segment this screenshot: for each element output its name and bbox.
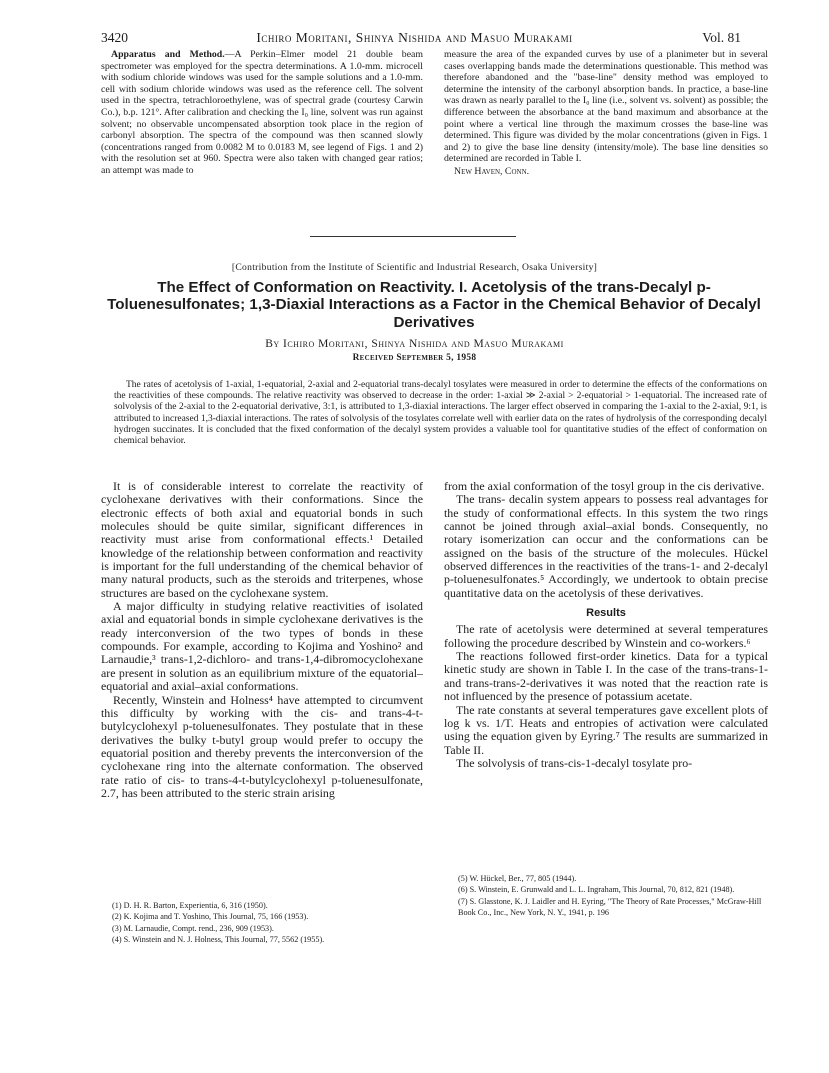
footnote: (3) M. Larnaudie, Compt. rend., 236, 909 (1953). xyxy=(112,923,274,933)
abstract xyxy=(114,380,767,447)
body-right-column xyxy=(444,480,768,770)
footnote: (5) W. Hückel, Ber., 77, 805 (1944). xyxy=(458,874,577,883)
apparatus-text: —A Perkin–Elmer model 21 double beam spectrometer was employed for the spectra determinations. A 1.0-mm. microcell with sodium chloride windows was used for the sample solutions and a 1.0-mm. cell with sodium chloride windows was used as the reference cell. The solvent used in the spectra, tetrachloroethylene, was of spectral grade (courtesy Carwin Co.), b.p. 121°. After calibration and checking the I₀ line, solvent was run against solvent; no observable uncompensated absorption took place in the region of carbonyl absorption. The spectra of the compound was then scanned slowly (concentrations ranged from 0.0082 M to 0.0183 M, see legend of Figs. 1 and 2) with the resolution set at 960. Spectra were also taken with changed gear ratios; an attempt was made to xyxy=(101,49,424,176)
section-heading-apparatus: Apparatus and Method. xyxy=(111,49,225,60)
body-paragraph: Recently, Winstein and Holness⁴ have attempted to circumvent this difficulty by working with the cis- and trans-4-t-butylcyclohexyl p-toluenesulfonates. They postulate that in these derivatives the bulky t-butyl group would prefer to occupy the equatorial position and thereby prevents the interconversion of the cyclohexane ring into the alternate conformation. The observed rate ratio of cis- to trans-4-t-butylcyclohexyl p-toluenesulfonate, 2.7, has been attributed to the steric strain arising xyxy=(101,692,423,800)
article-title: The Effect of Conformation on Reactivity. I. Acetolysis of the trans-Decalyl p-Toluenesulfonates; 1,3-Diaxial Interactions as a Factor in the Chemical Behavior of Decalyl Derivatives xyxy=(107,279,761,331)
abstract-text: The rates of acetolysis of 1-axial, 1-equatorial, 2-axial and 2-equatorial trans-decalyl tosylates were measured in order to determine the effects of the conformations on the reactivities of these compounds. The relative reactivity was observed to decrease in the order: 1-axial ≫ 2-axial > 2-equatorial > 1-equatorial. The increased rate of solvolysis of the 2-axial to the 2-equatorial derivative, 3:1, is attributed to 1,3-diaxial interactions. The larger effect observed in comparing the 1-axial to the 2-axial, 9:1, is attributed to increased 1,3-diaxial interactions. The rates of solvolysis of the tosylates correlate well with earlier data on the rates of hydrolysis of the corresponding decalyl hydrogen succinates. It is concluded that the fixed conformation of the decalyl system provides a valuable tool for quantitative studies of the effect of conformation on chemical behavior. xyxy=(114,380,767,447)
footnote: (4) S. Winstein and N. J. Holness, This Journal, 77, 5562 (1955). xyxy=(112,935,325,945)
footnote: (1) D. H. R. Barton, Experientia, 6, 316 (1950). xyxy=(112,901,268,910)
body-paragraph: The reactions followed first-order kinetics. Data for a typical kinetic study are shown in Table I. In the case of the trans-trans-1- and trans-trans-2-derivatives it was noted that the reaction rate is not influenced by the presence of potassium acetate. xyxy=(444,649,768,704)
body-paragraph: It is of considerable interest to correlate the reactivity of cyclohexane derivatives with their conformations. Since the electronic effects of both axial and equatorial bonds in such molecules should be quite similar, significant differences in reactivity must arise from conformational effects.¹ Detailed knowledge of the relationship between conformation and reactivity is important for the full understanding of the chemical behavior of many natural products, such as the steroids and triterpenes, whose structures are based on the cyclohexane system. xyxy=(101,479,423,600)
method-text: measure the area of the expanded curves by use of a planimeter but in several cases overlapping bands made the determinations questionable. This method was therefore abandoned and the "base-line" density method was employed to determine the intensity of the carbonyl absorption bands. In practice, a base-line was drawn as nearly parallel to the I₀ line (i.e., solvent vs. solvent) as possible; the difference between the absorbance at the band maximum and absorbance at the point where a vertical line through the maximum crosses the base-line was determined. This figure was divided by the molar concentrations (given in Figs. 1 and 2) to give the base line density (intensity/mole). The base line densities so determined are recorded in Table I. xyxy=(444,49,768,165)
page-number: 3420 xyxy=(101,30,128,45)
contribution-line: [Contribution from the Institute of Scientific and Industrial Research, Osaka University] xyxy=(231,262,598,273)
author-line: By Ichiro Moritani, Shinya Nishida and Masuo Murakami xyxy=(265,338,564,350)
results-heading: Results xyxy=(586,607,626,620)
prev-article-right-column xyxy=(444,49,768,178)
place-line: New Haven, Conn. xyxy=(454,165,530,177)
body-left-column xyxy=(101,480,423,800)
article-separator-rule xyxy=(310,236,516,237)
body-paragraph: The trans- decalin system appears to possess real advantages for the study of conformational effects. In this system the two rings cannot be joined through axial–axial bonds. Consequently, no rotary isomerization can occur and the conformations can be assigned on the basis of the structure of the molecules. Hückel observed differences in the reactivities of the trans-1- and 2-decalyl p-toluenesulfonates.⁵ Accordingly, we undertook to obtain precise quantitative data on the acetolysis of these derivatives. xyxy=(444,492,768,600)
running-head: Ichiro Moritani, Shinya Nishida and Masuo Murakami xyxy=(256,30,573,45)
body-paragraph: The rate constants at several temperatures gave excellent plots of log k vs. 1/T. Heats and entropies of activation were calculated using the equation given by Eyring.⁷ The results are summarized in Table II. xyxy=(444,702,768,757)
received-date: Received September 5, 1958 xyxy=(352,353,477,363)
prev-article-left-column xyxy=(101,49,423,177)
footnote: (7) S. Glasstone, K. J. Laidler and H. Eyring, "The Theory of Rate Processes," McGraw-Hill Book Co., Inc., New York, N. Y., 1941, p. 196 xyxy=(458,896,762,918)
footnote: (2) K. Kojima and T. Yoshino, This Journal, 75, 166 (1953). xyxy=(112,912,309,922)
body-paragraph: The solvolysis of trans-cis-1-decalyl tosylate pro- xyxy=(456,755,693,770)
footnote: (6) S. Winstein, E. Grunwald and L. L. Ingraham, This Journal, 70, 812, 821 (1948). xyxy=(458,885,735,895)
body-paragraph: A major difficulty in studying relative reactivities of isolated axial and equatorial bonds in simple cyclohexane derivatives is the ready interconversion of the two types of bonds in these compounds. For example, according to Kojima and Yoshino² and Larnaudie,³ trans-1,2-dichloro- and trans-1,4-dibromocyclohexane are present in solution as an equilibrium mixture of the equatorial–equatorial and axial–axial conformations. xyxy=(101,599,423,694)
body-paragraph: from the axial conformation of the tosyl group in the cis derivative. xyxy=(444,479,765,493)
footnotes-left xyxy=(112,900,424,946)
footnotes-right xyxy=(458,873,770,919)
body-paragraph: The rate of acetolysis were determined at several temperatures following the procedure described by Winstein and co-workers.⁶ xyxy=(444,622,768,650)
volume-label: Vol. 81 xyxy=(702,30,741,45)
